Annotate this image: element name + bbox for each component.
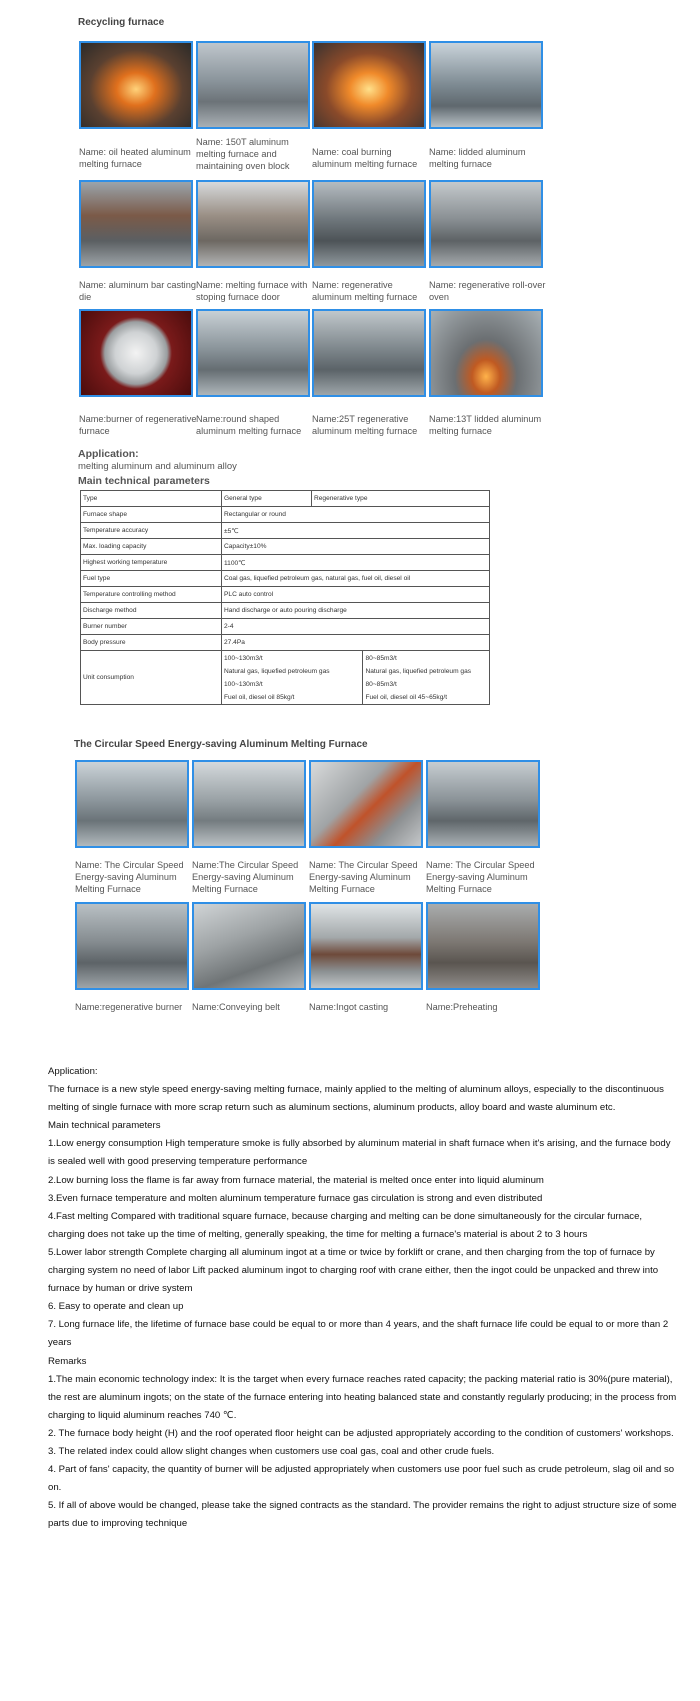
table-cell: General type (222, 491, 312, 507)
unit-value: Fuel oil, diesel oil 45~65kg/t (365, 694, 448, 701)
furnace-photo[interactable] (429, 41, 543, 129)
body-heading: Remarks (48, 1355, 87, 1367)
body-paragraph: 4. Part of fans' capacity, the quantity of burner will be adjusted appropriately when customers use poor fuel such as crude petroleum, slag oil and so on. (48, 1464, 675, 1494)
furnace-photo[interactable] (79, 180, 193, 268)
photo-caption: Name:Ingot casting (309, 1002, 389, 1012)
furnace-photo[interactable] (79, 309, 193, 397)
photo-caption: Name: The Circular Speed Energy-saving Aluminum Melting Furnace (309, 860, 418, 894)
table-cell: Unit consumption (81, 651, 222, 705)
table-cell: 1100℃ (222, 555, 490, 571)
table-row (81, 619, 490, 635)
furnace-photo[interactable] (192, 760, 306, 848)
table-cell (222, 651, 363, 705)
photo-caption: Name: regenerative roll-over oven (429, 280, 546, 302)
table-cell: Highest working temperature (81, 555, 222, 571)
furnace-photo[interactable] (309, 902, 423, 990)
furnace-photo[interactable] (196, 180, 310, 268)
photo-caption: Name: melting furnace with stoping furnace door (196, 280, 308, 302)
body-heading: Main technical parameters (48, 1120, 161, 1132)
photo-caption: Name:Conveying belt (192, 1002, 280, 1012)
table-row (81, 491, 490, 507)
body-paragraph: 3. The related index could allow slight changes when customers use coal gas, coal and other crude fuels. (48, 1445, 495, 1457)
table-cell: 2-4 (222, 619, 490, 635)
furnace-photo[interactable] (312, 309, 426, 397)
unit-value: 80~85m3/t (365, 655, 397, 662)
furnace-photo[interactable] (426, 902, 540, 990)
photo-caption: Name: lidded aluminum melting furnace (429, 147, 526, 169)
table-cell: ±5℃ (222, 523, 490, 539)
description-body (48, 1063, 678, 1533)
body-paragraph: 4.Fast melting Compared with traditional square furnace, because charging and melting can be done simultaneously for the circular furnace, charging does not take up the time of melting, generally speaking, the time for melting a furnace's material is about 2 to 3 hours (48, 1210, 643, 1240)
table-row (81, 635, 490, 651)
body-paragraph: The furnace is a new style speed energy-saving melting furnace, mainly applied to the melting of aluminum alloys, especially to the discontinuous melting of single furnace with more scrap return such as aluminum sections, aluminum products, alloy board and waste aluminum etc. (48, 1084, 664, 1114)
table-cell (363, 651, 490, 705)
photo-caption: Name: coal burning aluminum melting furnace (312, 147, 418, 169)
table-row (81, 603, 490, 619)
table-cell: Body pressure (81, 635, 222, 651)
table-cell: Rectangular or round (222, 507, 490, 523)
furnace-photo[interactable] (429, 309, 543, 397)
body-paragraph: 2.Low burning loss the flame is far away from furnace material, the material is melted once enter into liquid aluminum (48, 1174, 544, 1186)
table-cell: Burner number (81, 619, 222, 635)
photo-caption: Name:Preheating (426, 1002, 498, 1012)
application-text: melting aluminum and aluminum alloy (78, 461, 237, 472)
furnace-photo[interactable] (196, 41, 310, 129)
body-paragraph: 3.Even furnace temperature and molten aluminum temperature furnace gas circulation is strong and even distributed (48, 1192, 543, 1204)
table-cell: Furnace shape (81, 507, 222, 523)
furnace-photo[interactable] (426, 760, 540, 848)
photo-caption: Name:round shaped aluminum melting furnace (196, 414, 302, 436)
table-cell: Regenerative type (312, 491, 490, 507)
table-row (81, 587, 490, 603)
table-row (81, 507, 490, 523)
table-row (81, 571, 490, 587)
table-cell: Fuel type (81, 571, 222, 587)
photo-caption: Name: aluminum bar casting die (79, 280, 196, 302)
unit-value: 100~130m3/t (224, 681, 263, 688)
body-paragraph: 5.Lower labor strength Complete charging all aluminum ingot at a time or twice by forklift or crane, and then charging from the top of furnace by charging system no need of labor Lift packed aluminum ingot to charging roof with crane either, then the ingot could be unpacked and threw into furnace by human or drive system (48, 1246, 659, 1295)
unit-value: Natural gas, liquefied petroleum gas (365, 668, 472, 675)
photo-caption: Name: The Circular Speed Energy-saving Aluminum Melting Furnace (75, 860, 184, 894)
furnace-photo[interactable] (429, 180, 543, 268)
table-row (81, 651, 490, 705)
section-title-circular: The Circular Speed Energy-saving Aluminum Melting Furnace (74, 739, 368, 750)
photo-caption: Name:burner of regenerative furnace (79, 414, 197, 436)
photo-caption: Name:13T lidded aluminum melting furnace (429, 414, 542, 436)
body-paragraph: 2. The furnace body height (H) and the roof operated floor height can be adjusted appropriately according to the condition of customers' workshops. (48, 1427, 674, 1439)
photo-caption: Name: The Circular Speed Energy-saving Aluminum Melting Furnace (426, 860, 535, 894)
furnace-photo[interactable] (75, 902, 189, 990)
furnace-photo[interactable] (75, 760, 189, 848)
body-paragraph: 6. Easy to operate and clean up (48, 1301, 184, 1313)
technical-parameters-table (80, 490, 490, 705)
furnace-photo[interactable] (312, 180, 426, 268)
photo-caption: Name:regenerative burner (75, 1002, 183, 1012)
photo-caption: Name: oil heated aluminum melting furnace (79, 147, 191, 169)
photo-caption: Name: 150T aluminum melting furnace and maintaining oven block (196, 137, 290, 171)
table-row (81, 555, 490, 571)
section-title-recycling: Recycling furnace (78, 17, 165, 28)
body-paragraph: 7. Long furnace life, the lifetime of furnace base could be equal to or more than 4 years, and the shaft furnace life could be equal to or more than 2 years (48, 1319, 669, 1349)
unit-value: Natural gas, liquefied petroleum gas (224, 668, 330, 675)
furnace-photo[interactable] (196, 309, 310, 397)
table-cell: Max. loading capacity (81, 539, 222, 555)
body-paragraph: 1.The main economic technology index: It is the target when every furnace reaches rated capacity; the packing material ratio is 30%(pure material), the rest are aluminum ingots; on the state of the furnace entering into heating balanced state and constantly regularly producing; in the process from charging to liquid aluminum reaches 740 ℃. (48, 1373, 677, 1421)
table-cell: Hand discharge or auto pouring discharge (222, 603, 490, 619)
body-paragraph: 1.Low energy consumption High temperature smoke is fully absorbed by aluminum material in shaft furnace when it's arising, and the furnace body is sealed well with good preserving temperature performance (48, 1138, 671, 1168)
body-heading: Application: (48, 1066, 98, 1077)
table-cell: Type (81, 491, 222, 507)
table-cell: Capacity±10% (222, 539, 490, 555)
table-cell: Temperature controlling method (81, 587, 222, 603)
table-cell: Temperature accuracy (81, 523, 222, 539)
body-paragraph: 5. If all of above would be changed, please take the signed contracts as the standard. The provider remains the right to adjust structure size of some parts due to improving technique (48, 1500, 677, 1530)
table-row (81, 539, 490, 555)
unit-value: 80~85m3/t (365, 681, 397, 688)
table-cell: 27.4Pa (222, 635, 490, 651)
furnace-photo[interactable] (192, 902, 306, 990)
photo-caption: Name: regenerative aluminum melting furnace (312, 280, 418, 302)
table-cell: PLC auto control (222, 587, 490, 603)
unit-value: 100~130m3/t (224, 655, 263, 662)
photo-caption: Name:25T regenerative aluminum melting furnace (312, 414, 418, 436)
table-cell: Discharge method (81, 603, 222, 619)
photo-caption: Name:The Circular Speed Energy-saving Aluminum Melting Furnace (192, 860, 299, 894)
furnace-photo[interactable] (309, 760, 423, 848)
unit-value: Fuel oil, diesel oil 85kg/t (224, 694, 295, 701)
table-row (81, 523, 490, 539)
furnace-photo[interactable] (79, 41, 193, 129)
application-heading: Application: (78, 448, 139, 460)
table-cell: Coal gas, liquefied petroleum gas, natural gas, fuel oil, diesel oil (222, 571, 490, 587)
furnace-photo[interactable] (312, 41, 426, 129)
params-heading: Main technical parameters (78, 475, 210, 487)
